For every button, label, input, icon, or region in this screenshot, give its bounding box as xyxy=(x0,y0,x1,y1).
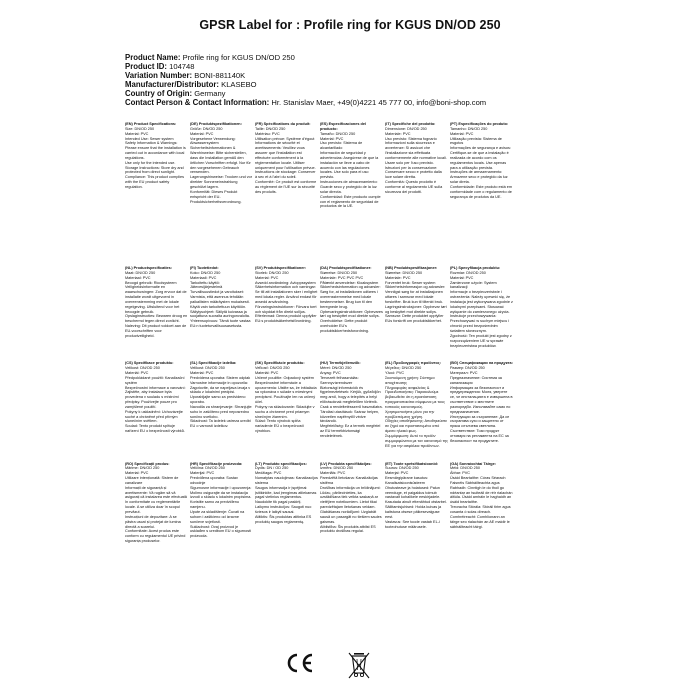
spec-block xyxy=(385,266,450,348)
spec-text: Mărime: DN/OD 250 Material: PVC Utilizare intenționată: Sistem de canalizare Informații de siguranță și avertismente: Vă rugăm să vă asigurați că instalarea este efectuată în conformitate cu reglementările locale. A se utiliza doar în scopul prevăzut. Instrucțiuni de depozitare: A se păstra uscat și protejat de lumina directă a soarelui. Conformitate: Acest produs este conform cu regulamentul UE privind siguranța produselor. xyxy=(125,466,187,544)
spec-block xyxy=(385,122,450,250)
spec-text: Veľkosť: DN/OD 250 Materiál: PVC Určené použitie: Odpadový systém Bezpečnostné informácie a upozornenia: Uistite sa, že inštalácia sa vykonáva v súlade s miestnymi predpismi. Používajte len na určený účel. Pokyny na skladovanie: Skladujte v suchu a chránené pred priamym slnečným žiarením. Súlad: Tento výrobok spĺňa nariadenie EÚ o bezpečnosti výrobkov. xyxy=(255,366,317,434)
spec-text: Méret: DN/OD 250 Anyag: PVC Tervezett felhasználás: Szennyvízrendszer Biztonsági információk és figyelmeztetések: Kérjük, győződjön meg arról, hogy a telepítés a helyi előírásoknak megfelelően történik. Csak a rendeltetésszerű használatra. Tárolási utasítások: Száraz helyen, közvetlen napfénytől védve tárolandó. Megfelelőség: Ez a termék megfelel az EU termékbiztonsági rendeletének. xyxy=(320,366,383,438)
spec-heading: (HR) Specifikacije proizvoda: xyxy=(190,461,243,466)
spec-block xyxy=(515,122,580,250)
spec-block xyxy=(125,462,190,544)
spec-text: Maat: DN/OD 250 Materiaal: PVC Beoogd gebruik: Rioolsysteem Veiligheidsinformatie en waarschuwingen: Zorg ervoor dat de installatie wordt uitgevoerd in overeenstemming met de lokale regelgeving. Uitsluitend voor het beoogde gebruik. Opslaginstructies: Bewaren droog en beschermd tegen direct zonlicht. Naleving: Dit product voldoet aan de EU-voorschriften voor productveiligheid. xyxy=(125,270,188,338)
spec-block xyxy=(125,122,190,250)
spec-heading: (SK) Špecifikácie produktu: xyxy=(255,361,305,366)
spec-text: Taille: DN/OD 250 Matériau: PVC Utilisation prévue: Système d'égout Informations de sécurité et avertissements: Veuillez vous assurer que l'installation est effectuée conformément à la réglementation locale. Utiliser uniquement pour l'utilisation prévue. Instructions de stockage: Conserver à sec et à l'abri du soleil. Conformité: Ce produit est conforme au règlement de l'UE sur la sécurité des produits. xyxy=(255,126,317,194)
spec-heading: (NL) Productspecificaties: xyxy=(125,266,173,270)
product-info xyxy=(125,53,486,108)
spec-heading: (PL) Specyfikacja produktu: xyxy=(450,266,501,270)
spec-text: Méid: DN/OD 250 Ábhar: PVC Úsáid Beartaithe: Córas Séarach Faisnéis Sábháilteachta agus Rabhadh: Cinntigh le do thoil go ndéantar an tsuiteáil de réir rialachán áitiúla. Úsáid amháin le haghaidh an úsáid beartaithe. Treoracha Stórála: Stóráil tirim agus cosanta ó solas díreach. Comhréireacht: Comhlíonann an táirge seo rialachán an AE maidir le sábháilteacht táirgí. xyxy=(450,466,513,529)
spec-heading: (ET) Toote spetsifikatsioonid: xyxy=(385,461,439,466)
spec-block xyxy=(255,122,320,250)
spec-text: Størrelse: DN/OD 250 Materiale: PVC PVC PVC Påtænkt anvendelse: Kloaksystem Sikkerhedsinformation og advarsler: Sørg for, at installationen udføres i overensstemmelse med lokale bestemmelser. Brug kun til den beregnede brug. Opbevaringsinstruktioner: Opbevares tørt og beskyttet mod direkte sollys. Overholdelse: Dette produkt overholder EU's produktsikkerhedsforordning. xyxy=(320,270,383,333)
spec-block xyxy=(515,361,580,448)
product-id-row: Product ID: 104748 xyxy=(125,62,195,72)
spec-text: Koko: DN/OD 250 Materiaali: PVC Tarkoitettu käyttö: Jätevesijärjestelmä Turvallisuustiedot ja varoitukset: Varmista, että asennus tehdään paikallisten määräysten mukaisesti. Käytä vain tarkoitettuun käyttöön. Säilytysohjeet: Säilytä kuivassa ja suojattuna suoralta auringonvalolta. Yhteensopivuus: Tämä tuote vastaa EU:n tuoteturvallisuusasetusta. xyxy=(190,270,251,329)
spec-block xyxy=(320,462,385,544)
spec-text: Dydis: DN / OD 250 Medžiaga: PVC Numatytas naudojimas: Kanalizacijos sistema Saugos informacija ir įspėjimai: Įsitikinkite, kad įrengimas atliekamas pagal vietinius reglamentus. Naudokite tik pagal paskirtį. Laikymo instrukcijos: Saugoti nuo šviesos ir laikyti sausai. Atitiktis: Šis produktas atitinka ES produktų saugos reglamentą. xyxy=(255,466,318,524)
spec-heading: (DA) Produktspecifikationer: xyxy=(320,266,372,270)
spec-text: Tamanho: DN/OD 250 Material: PVC Utilização prevista: Sistema de esgotos Informações de segurança e avisos: Certifique-se de que a instalação é realizada de acordo com os regulamentos locais. Use apenas para a utilização prevista. Instruções de armazenamento: Armazene seco e protegido da luz solar direta. Conformidade: Este produto está em conformidade com o regulamento de segurança de produtos da UE. xyxy=(450,126,513,199)
spec-heading: (FI) Tuotetiedot: xyxy=(190,266,219,270)
spec-block xyxy=(190,122,255,250)
spec-row xyxy=(125,462,580,544)
spec-block xyxy=(255,361,320,448)
spec-block xyxy=(515,462,580,544)
spec-text: Velikost: DN/OD 250 Material: PVC Predvidena uporaba: Sistem odplak Varnostne informacije in opozorila: Zagotovite, da se napeljava izvaja v skladu z lokalnimi predpisi. Uporabljajte samo za predvideno uporabo. Navodila za shranjevanje: Shranjujte suho in zaščiteno pred neposredno sončno svetlobo. Skladnost: Ta izdelek ustreza uredbi EU o varnosti izdelkov. xyxy=(190,366,252,429)
spec-heading: (LT) Produkto specifikacijos: xyxy=(255,461,307,466)
spec-text: Tamaño: DN/OD 250 Material: PVC Uso previsto: Sistema de alcantarillado Información de seguridad y advertencias: Asegúrese de que la instalación se lleve a cabo de acuerdo con las regulaciones locales. Use solo para el uso previsto. Instrucciones de almacenamiento: Guarde seco y protegido de la luz solar directa. Conformidad: Este producto cumple con el reglamento de seguridad de productos de la UE. xyxy=(320,131,381,209)
spec-text: Størrelse: DN/OD 250 Materiale: PVC Forventet bruk: Sewer system Sikkerhetsinformasjon og advarsler: Vennligst sørg for at installasjonen utføres i samsvar med lokale forskrifter. Bruk kun til tiltenkt bruk. Lagringsinstruksjoner: Oppbevar tørt og beskyttet mot direkte sollys. Samsvar: Dette produktet oppfyller EUs forskrift om produktsikkerhet. xyxy=(385,270,447,324)
spec-block xyxy=(320,361,385,448)
product-name-row: Product Name: Profile ring for KGUS DN/OD 250 xyxy=(125,53,295,62)
spec-heading: (CS) Specifikace produktu: xyxy=(125,361,174,366)
specifications-grid xyxy=(125,122,580,557)
spec-block xyxy=(320,122,385,250)
spec-text: Μέγεθος: DN/OD 250 Υλικό: PVC Σκοπούμενη χρήση: Σύστημα αποχέτευσης Πληροφορίες ασφαλείας & Προειδοποιήσεις: Παρακαλούμε βεβαιωθείτε ότι η εγκατάσταση πραγματοποιείται σύμφωνα με τους τοπικούς κανονισμούς. Χρησιμοποιήστε μόνο για την προβλεπόμενη χρήση. Οδηγίες αποθήκευσης: Αποθηκεύστε σε ξηρό και προστατευμένο από άμεσο ηλιακό φως. Συμμόρφωση: Αυτό το προϊόν συμμορφώνεται με τον κανονισμό της ΕΕ για την ασφάλεια προϊόντων. xyxy=(385,366,449,448)
spec-block xyxy=(255,266,320,348)
spec-block xyxy=(450,361,515,448)
spec-heading: (IT) Specifiche del prodotto: xyxy=(385,122,436,126)
spec-block xyxy=(385,361,450,448)
spec-block xyxy=(385,462,450,544)
label-title: GPSR Label for : Profile ring for KGUS DN/OD 250 xyxy=(199,18,501,32)
spec-heading: (ES) Especificaciones del producto: xyxy=(320,122,367,131)
country-of-origin-row: Country of Origin: Germany xyxy=(125,89,226,99)
spec-heading: (LV) Produkta specifikācijas: xyxy=(320,461,372,466)
spec-text: Velikost: DN/OD 250 Materiál: PVC Předpokládané použití: Kanalizační systém Bezpečnostní informace a varování: Zajistěte, aby instalace byla provedena v souladu s místními předpisy. Používejte pouze pro zamýšlené použití. Pokyny k uskladnění: Uchovávejte suché a chráněné před přímým slunečním světlem. Soulad: Tento produkt splňuje nařízení EU o bezpečnosti výrobků. xyxy=(125,366,186,434)
spec-block xyxy=(125,266,190,348)
spec-block xyxy=(255,462,320,544)
spec-block xyxy=(190,266,255,348)
spec-block xyxy=(450,266,515,348)
spec-heading: (RO) Specificații produs: xyxy=(125,461,170,466)
variation-number-row: Variation Number: BONI-881140K xyxy=(125,71,246,81)
spec-heading: (GA) Sonraíochtaí Táirge: xyxy=(450,461,496,466)
contact-row: Contact Person & Contact Information: Hr. Stanislav Maer, +49(0)4221 45 777 00, info@boni-shop.com xyxy=(125,98,487,108)
spec-text: Размер: DN/OD 250 Материал: PVC Предназначение: Система за канализация Информация за безопасност и предупреждения: Моля, уверете се, че инсталацията е извършена в съответствие с местните разпоредби. Използвайте само по предназначение. Инструкции за съхранение: Да се съхранява сухо и защитено от пряка слънчева светлина. Съответствие: Този продукт отговаря на регламента на ЕС за безопасност на продуктите. xyxy=(450,366,513,443)
weee-crossed-bin-icon xyxy=(345,649,373,681)
spec-row xyxy=(125,122,580,250)
spec-block xyxy=(515,266,580,348)
spec-heading: (SL) Specifikacije izdelka: xyxy=(190,361,237,366)
spec-text: Size: DN/OD 250 Material: PVC Intended Use: Sewer system Safety Information & Warnings: Please ensure that the installation is carried out in accordance with local regulations. Use only for the intended use. Storage Instructions: Store dry and protected from direct sunlight. Compliance: This product complies with the EU product safety regulation. xyxy=(125,126,186,189)
spec-text: Größe: DN/OD 250 Material: PVC Vorgesehene Verwendung: Abwassersystem Sicherheitsinformationen & Warnhinweise: Bitte sicherstellen, dass die Installation gemäß den örtlichen Vorschriften erfolgt. Nur für den vorgesehenen Gebrauch verwenden. Lagerungshinweise: Trocken und vor direkter Sonneneinstrahlung geschützt lagern. Konformität: Dieses Produkt entspricht der EU-Produktsicherheitsverordnung. xyxy=(190,126,253,204)
spec-text: Rozmiar: DN/OD 250 Materiał: PVC Zamierzone użycie: System kanalizacji Informacje o bezpieczeństwie i ostrzeżenia: Należy upewnić się, że instalacja jest wykonywana zgodnie z lokalnymi przepisami. Stosować wyłącznie do zamierzonego użycia. Instrukcje przechowywania: Przechowywać w suchym miejscu i chronić przed bezpośrednim światłem słonecznym. Zgodność: Ten produkt jest zgodny z rozporządzeniem UE w sprawie bezpieczeństwa produktów. xyxy=(450,270,513,348)
spec-block xyxy=(450,462,515,544)
spec-heading: (DE) Produktspezifikationen: xyxy=(190,122,242,126)
ce-mark-icon xyxy=(284,652,316,674)
spec-heading: (PT) Especificações do produto: xyxy=(450,122,509,126)
spec-block xyxy=(125,361,190,448)
spec-row xyxy=(125,361,580,448)
spec-block xyxy=(190,462,255,544)
spec-heading: (FR) Spécifications du produit: xyxy=(255,122,311,126)
spec-row xyxy=(125,266,580,348)
spec-block xyxy=(190,361,255,448)
spec-text: Storlek: DN/OD 250 Material: PVC Avsedd användning: Avloppssystem Säkerhetsinformation och varningar: Se till att installationen sker i enlighet med lokala regler. Använd endast för avsedd användning. Förvaringsinstruktioner: Förvara torrt och skyddat från direkt solljus. Efterlevnad: Denna produkt uppfyller EU:s produktsäkerhetsförordning. xyxy=(255,270,318,324)
spec-heading: (EN) Product Specifications: xyxy=(125,122,177,126)
spec-block xyxy=(320,266,385,348)
spec-text: Izmērs: DN/OD 250 Materiāls: PVC Paredzētā lietošana: Kanalizācijas sistēma Drošības informācija un brīdinājumi: Lūdzu, pārliecinieties, ka uzstādīšana tiek veikta saskaņā ar vietējiem noteikumiem. Lietot tikai paredzētajam lietošanas veidam. Glabāšanas norādījumi: Uzglabāt sausā un pasargāt no tiešiem saules gaismas. Atbilstība: Šis produkts atbilst ES produktu drošības regulai. xyxy=(320,466,382,534)
spec-text: Suurus: DN/OD 250 Materjal: PVC Eesmärgipärane kasutus: Kanalisatsioonisüsteem Ohutusteave ja hoiatused: Palun veenduge, et paigaldus toimub vastavalt kohalikele eeskirjadele. Kasutada ainult ettenähtud otstarbel. Säilitamisjuhised: Hoida kuivas ja kaitstuna otsese päikesevalguse eest. Vastavus: See toode vastab EL-i tooteohutuse määrusele. xyxy=(385,466,447,529)
manufacturer-row: Manufacturer/Distributor: KLASEBO xyxy=(125,80,257,90)
spec-block xyxy=(450,122,515,250)
spec-heading: (SV) Produktspecifikationer: xyxy=(255,266,307,270)
spec-heading: (HU) Termékjellemzők: xyxy=(320,361,361,366)
spec-heading: (EL) Προδιαγραφές προϊόντος: xyxy=(385,361,441,366)
spec-heading: (NB) Produktspesifikasjoner: xyxy=(385,266,438,270)
spec-text: Veličina: DN/OD 250 Materijal: PVC Predviđena uporaba: Sustav odvodnje Sigurnosne informacije i upozorenja: Molimo osigurajte da se instalacija izvodi u skladu s lokalnim propisima. Koristite samo za predviđenu namjenu. Upute za skladištenje: Čuvati na suhom i zaštićeno od izravne sunčeve svjetlosti. Sukladnost: Ovaj proizvod je usklađen s uredbom EU o sigurnosti proizvoda. xyxy=(190,466,252,539)
spec-text: Dimensione: DN/OD 250 Materiale: PVC Uso previsto: Sistema fognario Informazioni sulla sicurezza e avvertenze: Si assicuri che l'installazione sia effettuata conformemente alle normative locali. Usare solo per l'uso previsto. Istruzioni per la conservazione: Conservare secco e protetto dalla luce solare diretta. Conformità: Questo prodotto è conforme al regolamento UE sulla sicurezza dei prodotti. xyxy=(385,126,447,194)
spec-heading: (BG) Спецификации на продукта: xyxy=(450,361,513,366)
